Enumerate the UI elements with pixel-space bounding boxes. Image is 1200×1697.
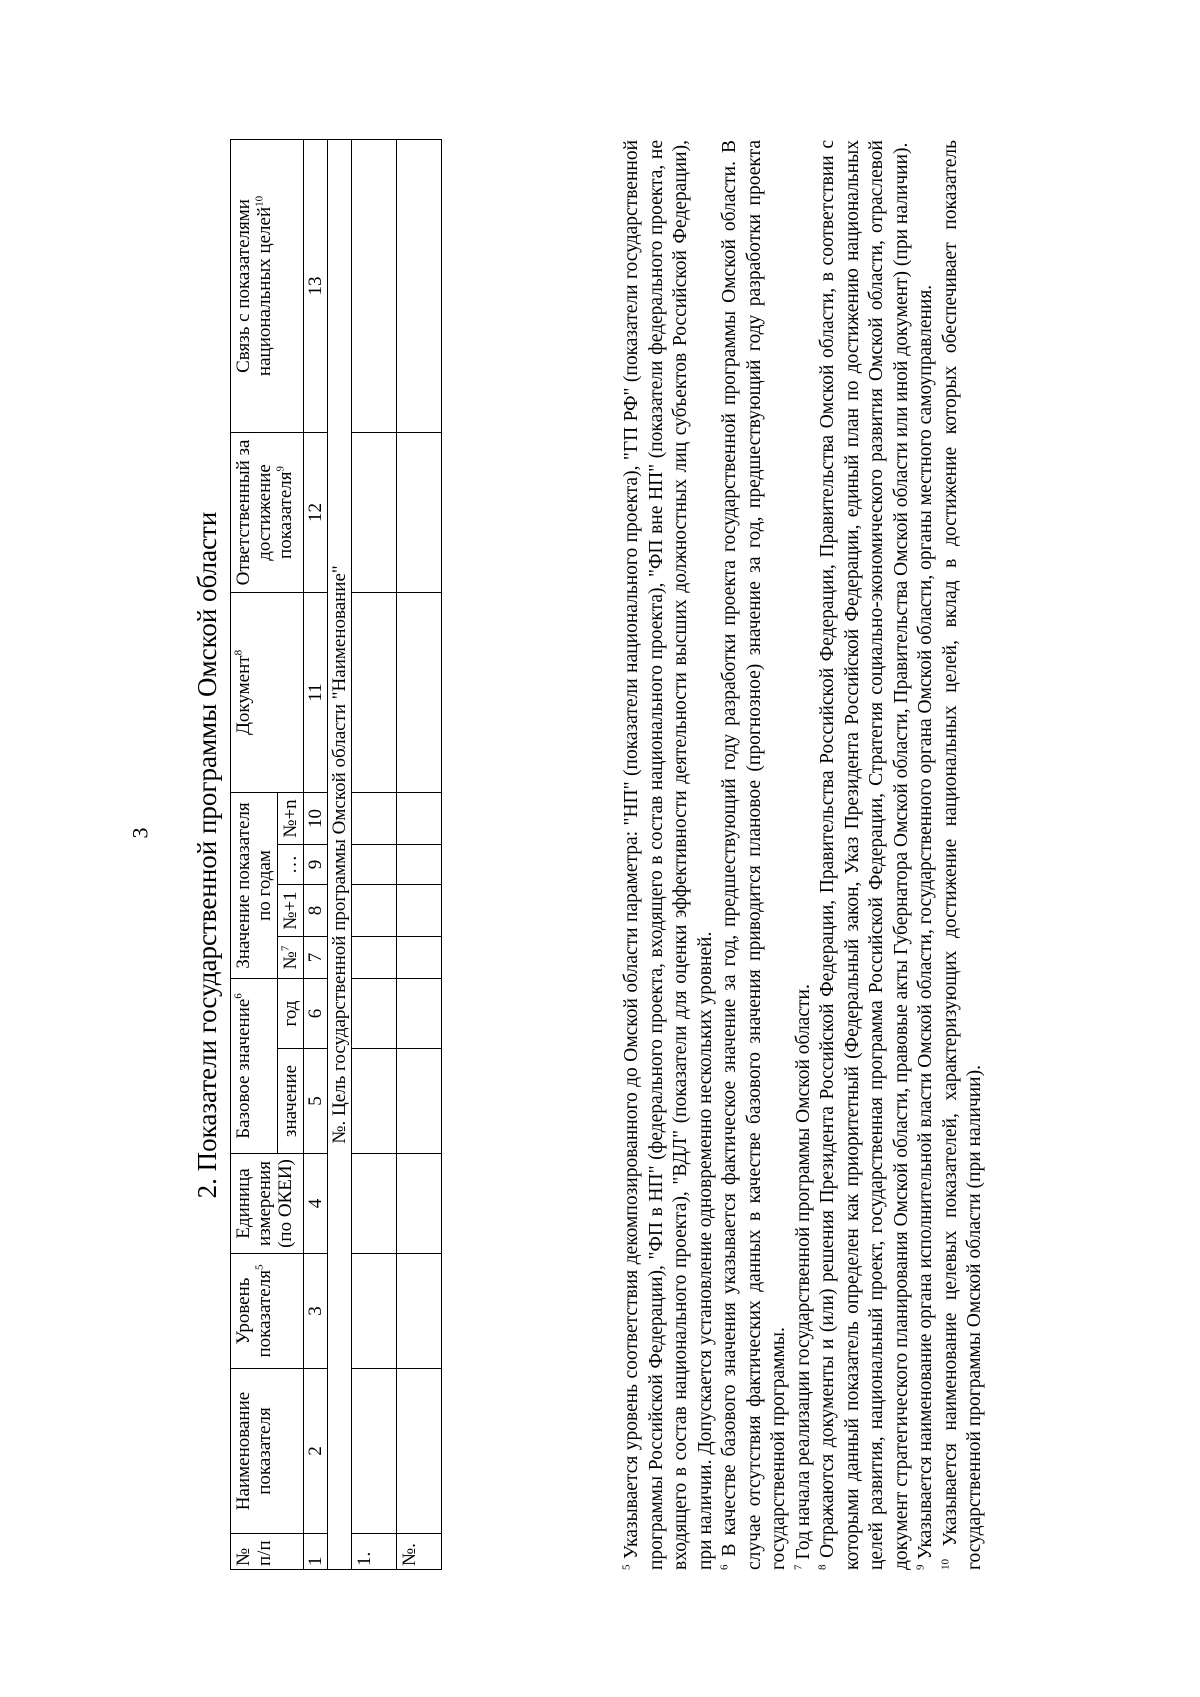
cell bbox=[352, 844, 397, 884]
header-level: Уровень показателя$^5$ bbox=[231, 1254, 304, 1369]
colnum: 8 bbox=[304, 884, 328, 936]
header-document: Документ$^8$ bbox=[231, 592, 304, 792]
colnum: 11 bbox=[304, 592, 328, 792]
cell bbox=[397, 592, 442, 792]
footnote: $^5$ Указывается уровень соответствия декомпозированного до Омской области параметра: "НП" (показатели национального проекта), "ГП РФ" (показатели государственной программы Российской Федерации), "ФП в НП" (федерального проекта, входящего в состав национального проекта), "ФП вне НП" (показатели федерального проекта, не входящего в состав национального проекта), "ВДЛ" (показатели для оценки эффективности деятельности высших должностных лиц субъектов Российской Федерации), при наличии. Допускается установление одновременно нескольких уровней. bbox=[620, 139, 716, 1570]
cell bbox=[397, 139, 442, 432]
footnote: $^8$ Отражаются документы и (или) решения Президента Российской Федерации, Правительства Российской Федерации, Правительства Омской области, в соответствии с которыми данный показатель определен как приоритетный (Федеральный закон, Указ Президента Российской Федерации, единый план по достижению национальных целей развития, национальный проект, государственная программа Российской Федерации, Стратегия социально-экономического развития Омской области, отраслевой документ стратегического планирования Омской области, правовые акты Губернатора Омской области, Правительства Омской области или иной документ) (при наличии). bbox=[816, 140, 912, 1570]
goal-cell: №. Цель государственной программы Омской области "Наименование" bbox=[328, 139, 352, 1569]
header-values-by-year: Значение показателя по годам bbox=[231, 792, 278, 978]
colnum: 9 bbox=[304, 844, 328, 884]
cell bbox=[352, 1049, 397, 1154]
cell bbox=[352, 139, 397, 432]
row-num: №. bbox=[397, 1534, 442, 1570]
row-num: 1. bbox=[352, 1534, 397, 1570]
header-national-goals: Связь с показателями национальных целей$^{10}$ bbox=[231, 139, 304, 432]
header-year-n1: №+1 bbox=[278, 884, 304, 936]
colnum: 3 bbox=[304, 1254, 328, 1369]
colnum: 2 bbox=[304, 1369, 328, 1534]
section-title: 2. Показатели государственной программы Омской области bbox=[192, 511, 222, 1199]
cell bbox=[397, 432, 442, 592]
colnum: 1 bbox=[304, 1534, 328, 1570]
cell bbox=[352, 1254, 397, 1369]
colnum: 4 bbox=[304, 1154, 328, 1254]
cell bbox=[397, 792, 442, 844]
footnote: $^6$ В качестве базового значения указывается фактическое значение за год, предшествующий году разработки проекта государственной программы Омской области. В случае отсутствия фактических данных в качестве базового значения приводится плановое (прогнозное) значение за год, предшествующий году разработки проекта государственной программы. bbox=[718, 140, 789, 1570]
footnotes bbox=[620, 140, 988, 1570]
cell bbox=[397, 1254, 442, 1369]
colnum: 5 bbox=[304, 1049, 328, 1154]
cell bbox=[352, 1369, 397, 1534]
header-base-val: значение bbox=[278, 1049, 304, 1154]
cell bbox=[397, 844, 442, 884]
header-year-n: №$^7$ bbox=[278, 936, 304, 978]
header-row-1 bbox=[231, 139, 278, 1569]
page-number: 3 bbox=[127, 827, 153, 839]
header-responsible: Ответственный за достижение показателя$^9$ bbox=[231, 432, 304, 592]
cell bbox=[397, 1049, 442, 1154]
colnum: 12 bbox=[304, 432, 328, 592]
cell bbox=[352, 432, 397, 592]
cell bbox=[352, 592, 397, 792]
colnum: 6 bbox=[304, 978, 328, 1048]
cell bbox=[352, 884, 397, 936]
cell bbox=[352, 792, 397, 844]
table-row bbox=[397, 139, 442, 1569]
cell bbox=[397, 1369, 442, 1534]
header-year-nn: №+n bbox=[278, 792, 304, 844]
footnote: $^{10}$ Указывается наименование целевых показателей, характеризующих достижение национальных целей, вклад в достижение которых обеспечивает показатель государственной программы Омской области (при наличии). bbox=[939, 140, 985, 1570]
header-unit: Единица измерения (по ОКЕИ) bbox=[231, 1154, 304, 1254]
cell bbox=[352, 978, 397, 1048]
footnote: $^7$ Год начала реализации государственной программы Омской области. bbox=[792, 984, 814, 1570]
cell bbox=[397, 936, 442, 978]
cell bbox=[352, 936, 397, 978]
colnum: 13 bbox=[304, 139, 328, 432]
footnote: $^9$ Указывается наименование органа исполнительной власти Омской области, государственного органа Омской области, органы местного самоуправления. bbox=[914, 284, 936, 1570]
cell bbox=[352, 1154, 397, 1254]
goal-row bbox=[328, 139, 352, 1569]
rotated-content bbox=[190, 140, 1190, 1570]
header-base-value: Базовое значение$^6$ bbox=[231, 978, 278, 1153]
table-row bbox=[352, 139, 397, 1569]
header-year-dots: … bbox=[278, 844, 304, 884]
column-numbers-row bbox=[304, 139, 328, 1569]
header-base-year: год bbox=[278, 978, 304, 1048]
colnum: 7 bbox=[304, 936, 328, 978]
header-num: № п/п bbox=[231, 1534, 304, 1570]
cell bbox=[397, 884, 442, 936]
indicators-table bbox=[230, 139, 442, 1570]
cell bbox=[397, 978, 442, 1048]
header-name: Наименование показателя bbox=[231, 1369, 304, 1534]
colnum: 10 bbox=[304, 792, 328, 844]
cell bbox=[397, 1154, 442, 1254]
